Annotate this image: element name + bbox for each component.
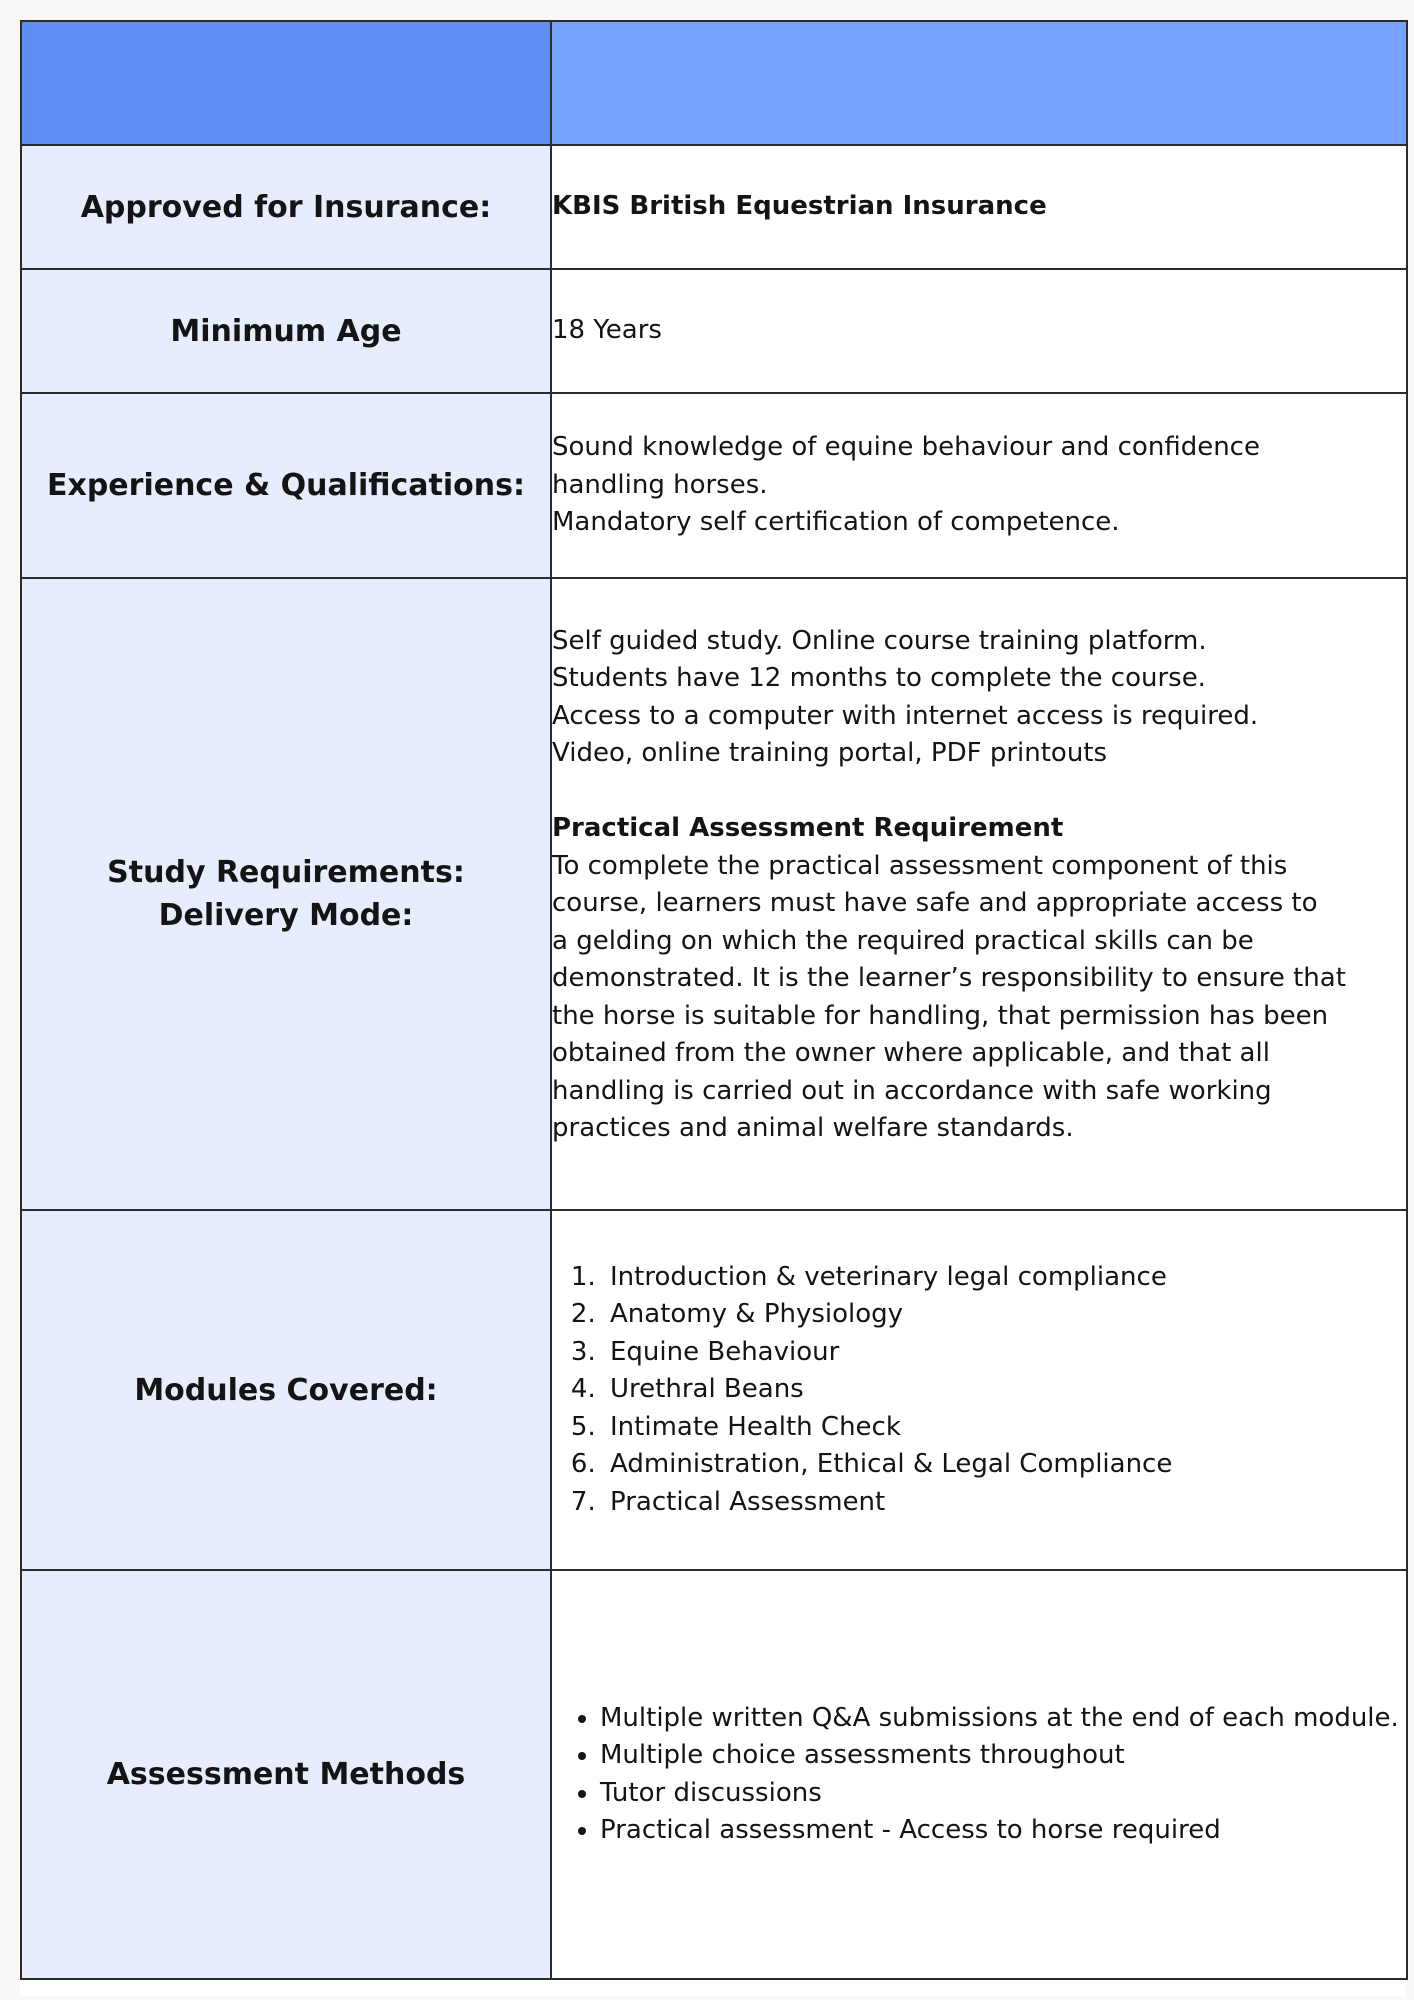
course-details-sheet xyxy=(20,20,1406,1996)
experience-line: Mandatory self certification of competence. xyxy=(552,507,1120,538)
delivery-mode-label: Delivery Mode: xyxy=(158,898,414,933)
modules-value xyxy=(551,1210,1407,1570)
practical-line: course, learners must have safe and appropriate access to xyxy=(552,888,1318,918)
assessment-label: Assessment Methods xyxy=(21,1570,551,1979)
assessment-methods-list xyxy=(552,1700,1406,1850)
list-item: • Multiple written Q&A submissions at the end of each module. xyxy=(600,1700,1406,1738)
experience-label: Experience & Qualifications: xyxy=(21,393,551,578)
experience-line: handling horses. xyxy=(552,469,768,500)
assessment-value xyxy=(551,1570,1407,1979)
list-item: 2. Anatomy & Physiology xyxy=(604,1296,1406,1334)
table-row-experience xyxy=(21,393,1407,578)
header-cell-left xyxy=(21,21,551,145)
table-row-modules xyxy=(21,1210,1407,1570)
experience-value xyxy=(551,393,1407,578)
practical-line: handling is carried out in accordance with safe working xyxy=(552,1075,1272,1106)
practical-line: obtained from the owner where applicable, and that all xyxy=(552,1038,1270,1068)
modules-list xyxy=(552,1259,1406,1522)
list-item: 5. Intimate Health Check xyxy=(604,1409,1406,1447)
experience-line: Sound knowledge of equine behaviour and confidence xyxy=(552,432,1260,463)
header-cell-right xyxy=(551,21,1407,145)
practical-line: demonstrated. It is the learner’s responsibility to ensure that xyxy=(552,963,1346,993)
study-value xyxy=(551,578,1407,1210)
list-item: • Practical assessment - Access to horse required xyxy=(600,1812,1406,1850)
table-row-assessment xyxy=(21,1570,1407,1979)
minimum-age-value: 18 Years xyxy=(551,269,1407,393)
course-details-table xyxy=(20,20,1408,1980)
practical-line: To complete the practical assessment component of this xyxy=(552,850,1288,881)
study-line: Video, online training portal, PDF printouts xyxy=(552,738,1108,768)
list-item: 7. Practical Assessment xyxy=(604,1484,1406,1522)
study-requirements-label: Study Requirements: xyxy=(107,855,465,890)
table-row-insurance xyxy=(21,145,1407,269)
insurance-label: Approved for Insurance: xyxy=(21,145,551,269)
practical-line: practices and animal welfare standards. xyxy=(552,1113,1074,1143)
list-item: • Tutor discussions xyxy=(600,1775,1406,1813)
list-item: • Multiple choice assessments throughout xyxy=(600,1737,1406,1775)
list-item: 6. Administration, Ethical & Legal Compliance xyxy=(604,1446,1406,1484)
minimum-age-label: Minimum Age xyxy=(21,269,551,393)
insurance-value: KBIS British Equestrian Insurance xyxy=(551,145,1407,269)
table-row-study-requirements xyxy=(21,578,1407,1210)
list-item: 1. Introduction & veterinary legal compliance xyxy=(604,1259,1406,1297)
modules-label: Modules Covered: xyxy=(21,1210,551,1570)
list-item: 3. Equine Behaviour xyxy=(604,1334,1406,1372)
study-line: Access to a computer with internet access is required. xyxy=(552,700,1259,731)
practical-assessment-heading: Practical Assessment Requirement xyxy=(552,813,1064,843)
list-item: 4. Urethral Beans xyxy=(604,1371,1406,1409)
practical-line: a gelding on which the required practical skills can be xyxy=(552,925,1254,956)
table-header-row xyxy=(21,21,1407,145)
study-line: Students have 12 months to complete the course. xyxy=(552,663,1206,693)
table-row-minimum-age xyxy=(21,269,1407,393)
study-line: Self guided study. Online course training platform. xyxy=(552,625,1207,656)
paragraph-gap xyxy=(552,773,1406,811)
study-label xyxy=(21,578,551,1210)
practical-line: the horse is suitable for handling, that permission has been xyxy=(552,1000,1329,1031)
